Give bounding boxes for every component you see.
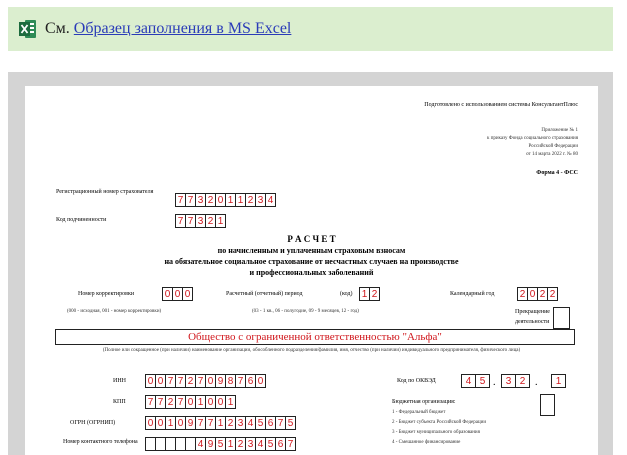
reg-number-digit[interactable]: 7 xyxy=(175,193,186,207)
ogrn-cells[interactable] xyxy=(145,416,295,430)
appendix-line-1: Приложение № 1 xyxy=(541,128,578,133)
kpp-digit[interactable]: 7 xyxy=(145,395,156,409)
appendix-line-4: от 14 марта 2022 г. № 80 xyxy=(526,152,578,157)
prepared-note: Подготовлено с использованием системы КонсультантПлюс xyxy=(424,102,578,108)
inn-digit[interactable]: 6 xyxy=(245,374,256,388)
appendix-line-3: Российской Федерации xyxy=(528,144,578,149)
reg-number-digit[interactable]: 7 xyxy=(185,193,196,207)
ogrn-digit[interactable]: 1 xyxy=(165,416,176,430)
okved-cells-3[interactable] xyxy=(551,374,565,388)
budget-option-4: 4 - Смешанное финансирование xyxy=(392,440,461,445)
year-digit[interactable]: 2 xyxy=(537,287,548,301)
okved-cells-2[interactable] xyxy=(501,374,529,388)
correction-label: Номер корректировки xyxy=(78,291,135,297)
kpp-digit[interactable]: 1 xyxy=(195,395,206,409)
inn-digit[interactable]: 0 xyxy=(205,374,216,388)
excel-sample-link[interactable]: Образец заполнения в MS Excel xyxy=(73,20,292,37)
inn-digit[interactable]: 2 xyxy=(185,374,196,388)
kpp-cells[interactable] xyxy=(145,395,235,409)
reg-number-digit[interactable]: 2 xyxy=(205,193,216,207)
budget-option-1: 1 - Федеральный бюджет xyxy=(392,410,446,415)
inn-digit[interactable]: 7 xyxy=(235,374,246,388)
kpp-label: КПП xyxy=(113,399,126,405)
ogrn-digit[interactable]: 0 xyxy=(155,416,166,430)
budget-label: Бюджетная организация: xyxy=(392,399,456,405)
ogrn-digit[interactable]: 6 xyxy=(265,416,276,430)
inn-label: ИНН xyxy=(113,378,126,384)
year-label: Календарный год xyxy=(450,291,495,297)
inn-digit[interactable]: 7 xyxy=(195,374,206,388)
okved-digit[interactable]: 3 xyxy=(501,374,516,388)
reg-number-digit[interactable]: 3 xyxy=(195,193,206,207)
reg-number-digit[interactable]: 1 xyxy=(235,193,246,207)
period-cells[interactable] xyxy=(359,287,379,301)
form-subtitle-1: по начисленным и уплаченным страховым взносам xyxy=(217,246,406,255)
reg-number-digit[interactable]: 2 xyxy=(245,193,256,207)
ogrn-digit[interactable]: 1 xyxy=(215,416,226,430)
ogrn-digit[interactable]: 7 xyxy=(195,416,206,430)
kpp-digit[interactable]: 7 xyxy=(155,395,166,409)
correction-cells[interactable] xyxy=(162,287,192,301)
ogrn-digit[interactable]: 0 xyxy=(175,416,186,430)
correction-digit[interactable]: 0 xyxy=(162,287,173,301)
inn-digit[interactable]: 0 xyxy=(155,374,166,388)
inn-cells[interactable] xyxy=(145,374,265,388)
appendix-line-2: к приказу Фонда социального страхования xyxy=(487,136,578,141)
phone-digit[interactable]: 4 xyxy=(255,437,266,451)
period-label: Расчетный (отчетный) период xyxy=(226,291,303,297)
subordination-cells[interactable] xyxy=(175,214,225,228)
termination-checkbox[interactable] xyxy=(553,307,570,329)
excel-file-icon xyxy=(19,19,37,39)
reg-number-digit[interactable]: 4 xyxy=(265,193,276,207)
okved-digit[interactable]: 1 xyxy=(551,374,566,388)
inn-digit[interactable]: 0 xyxy=(145,374,156,388)
termination-label-1: Прекращение xyxy=(515,309,550,315)
inn-digit[interactable]: 7 xyxy=(175,374,186,388)
ogrn-digit[interactable]: 5 xyxy=(285,416,296,430)
budget-checkbox[interactable] xyxy=(540,394,555,416)
inn-digit[interactable]: 9 xyxy=(215,374,226,388)
kpp-digit[interactable]: 0 xyxy=(205,395,216,409)
ogrn-digit[interactable]: 2 xyxy=(225,416,236,430)
inn-digit[interactable]: 7 xyxy=(165,374,176,388)
ogrn-digit[interactable]: 0 xyxy=(145,416,156,430)
org-name-field[interactable]: Общество с ограниченной ответственностью "Альфа" xyxy=(55,329,575,345)
period-digit[interactable]: 2 xyxy=(369,287,380,301)
kpp-digit[interactable]: 7 xyxy=(175,395,186,409)
ogrn-digit[interactable]: 5 xyxy=(255,416,266,430)
form-page xyxy=(25,86,598,455)
phone-digit[interactable]: 7 xyxy=(285,437,296,451)
subordination-digit[interactable]: 7 xyxy=(185,214,196,228)
period-hint: (03 - 1 кв., 06 - полугодие, 09 - 9 месяцев, 12 - год) xyxy=(252,309,359,314)
kpp-digit[interactable]: 2 xyxy=(165,395,176,409)
kpp-digit[interactable]: 1 xyxy=(225,395,236,409)
phone-digit[interactable]: 6 xyxy=(275,437,286,451)
inn-digit[interactable]: 8 xyxy=(225,374,236,388)
okved-digit[interactable]: 4 xyxy=(461,374,476,388)
org-name-hint: (Полное или сокращенное (при наличии) наименование организации, обособленного подразделения/фамилия, имя, отчество (при наличии) индивидуального предпринимателя, физического лица) xyxy=(102,348,521,353)
document-viewer[interactable] xyxy=(8,72,613,455)
reg-number-digit[interactable]: 3 xyxy=(255,193,266,207)
subordination-label: Код подчиненности xyxy=(56,217,107,223)
kpp-digit[interactable]: 0 xyxy=(215,395,226,409)
reg-number-cells[interactable] xyxy=(175,193,275,207)
ogrn-digit[interactable]: 4 xyxy=(245,416,256,430)
okved-label: Код по ОКВЭД xyxy=(397,378,436,384)
subordination-digit[interactable]: 7 xyxy=(175,214,186,228)
ogrn-digit[interactable]: 3 xyxy=(235,416,246,430)
form-name: Форма 4 - ФСС xyxy=(536,170,578,176)
phone-digit[interactable]: 4 xyxy=(195,437,206,451)
year-digit[interactable]: 2 xyxy=(547,287,558,301)
phone-label: Номер контактного телефона xyxy=(63,439,138,445)
budget-option-2: 2 - Бюджет субъекта Российской Федерации xyxy=(392,420,486,425)
termination-label-2: деятельности xyxy=(515,319,550,325)
subordination-digit[interactable]: 1 xyxy=(215,214,226,228)
phone-digit[interactable]: 5 xyxy=(215,437,226,451)
correction-digit[interactable]: 0 xyxy=(182,287,193,301)
excel-sample-banner xyxy=(8,7,613,51)
correction-hint: (000 - исходная, 001 - номер корректировки) xyxy=(67,309,162,314)
banner-prefix: См. xyxy=(45,20,70,37)
ogrn-digit[interactable]: 9 xyxy=(185,416,196,430)
reg-number-label: Регистрационный номер страхователя xyxy=(56,189,154,195)
form-title: Р А С Ч Е Т xyxy=(287,234,336,244)
okved-separator: . xyxy=(493,377,496,388)
okved-digit[interactable]: 2 xyxy=(515,374,530,388)
phone-digit[interactable]: 2 xyxy=(235,437,246,451)
year-digit[interactable]: 0 xyxy=(527,287,538,301)
phone-digit[interactable]: 9 xyxy=(205,437,216,451)
reg-number-digit[interactable]: 1 xyxy=(225,193,236,207)
form-subtitle-3: и профессиональных заболеваний xyxy=(249,268,374,277)
ogrn-digit[interactable]: 7 xyxy=(205,416,216,430)
okved-cells-1[interactable] xyxy=(461,374,489,388)
okved-digit[interactable]: 5 xyxy=(475,374,490,388)
subordination-digit[interactable]: 2 xyxy=(205,214,216,228)
year-digit[interactable]: 2 xyxy=(517,287,528,301)
ogrn-digit[interactable]: 7 xyxy=(275,416,286,430)
kpp-digit[interactable]: 0 xyxy=(185,395,196,409)
phone-cells[interactable] xyxy=(145,437,295,451)
ogrn-label: ОГРН (ОГРНИП) xyxy=(70,420,116,426)
year-cells[interactable] xyxy=(517,287,557,301)
reg-number-digit[interactable]: 0 xyxy=(215,193,226,207)
okved-separator: . xyxy=(535,377,538,388)
form-subtitle-2: на обязательное социальное страхование от несчастных случаев на производстве xyxy=(164,257,459,266)
inn-digit[interactable]: 0 xyxy=(255,374,266,388)
correction-digit[interactable]: 0 xyxy=(172,287,183,301)
phone-digit[interactable]: 1 xyxy=(225,437,236,451)
subordination-digit[interactable]: 3 xyxy=(195,214,206,228)
phone-digit[interactable]: 3 xyxy=(245,437,256,451)
budget-option-3: 3 - Бюджет муниципального образования xyxy=(392,430,480,435)
phone-digit[interactable]: 5 xyxy=(265,437,276,451)
period-code-label: (код) xyxy=(340,291,353,297)
period-digit[interactable]: 1 xyxy=(359,287,370,301)
